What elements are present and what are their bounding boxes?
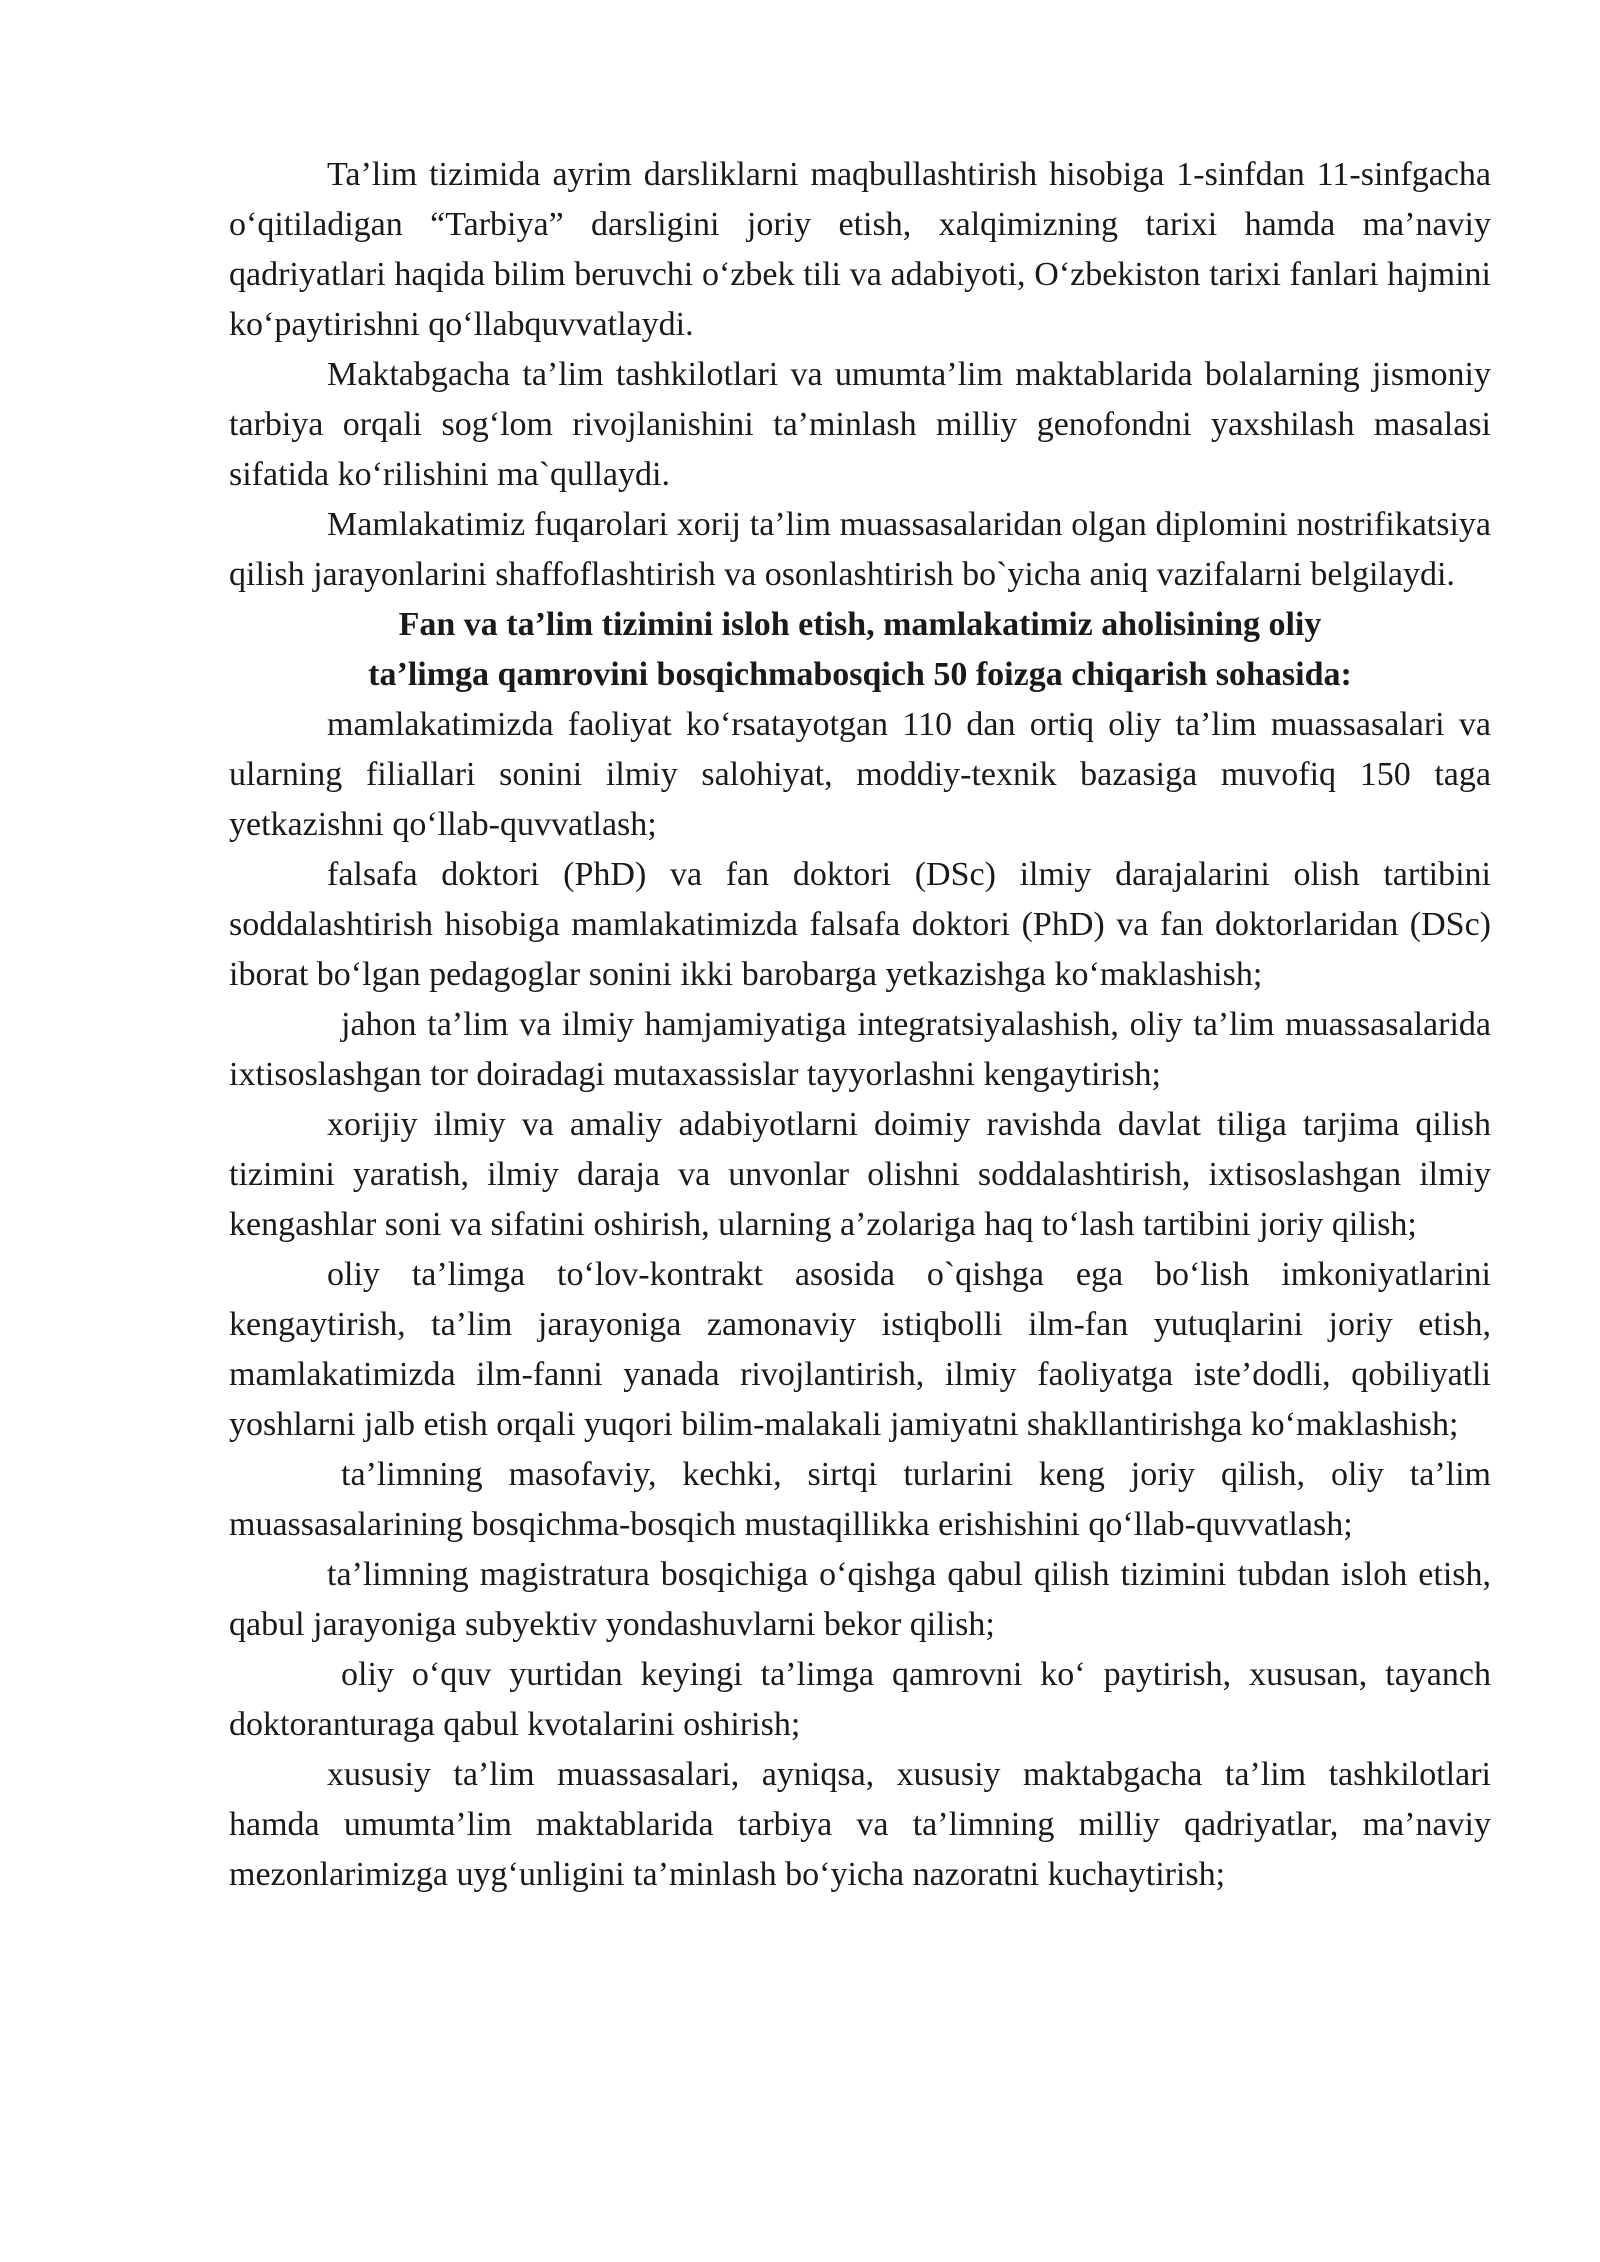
section-heading-line-1: Fan va ta’lim tizimini isloh etish, mamlakatimiz aholisining oliy (398, 606, 1322, 643)
section-heading (229, 600, 1491, 700)
list-paragraph: jahon ta’lim va ilmiy hamjamiyatiga integratsiyalashish, oliy ta’lim muassasalarida ixtisoslashgan tor doiradagi mutaxassislar tayyorlashni kengaytirish; (229, 1006, 1491, 1093)
list-paragraph: xorijiy ilmiy va amaliy adabiyotlarni doimiy ravishda davlat tiliga tarjima qilish tizimini yaratish, ilmiy daraja va unvonlar olishni soddalashtirish, ixtisoslashgan ilmiy kengashlar soni va sifatini oshirish, ularning a’zolariga haq to‘lash tartibini joriy qilish; (229, 1106, 1491, 1243)
list-paragraph: oliy ta’limga to‘lov-kontrakt asosida o`qishga ega bo‘lish imkoniyatlarini kengaytirish, ta’lim jarayoniga zamonaviy istiqbolli ilm-fan yutuqlarini joriy etish, mamlakatimizda ilm-fanni yanada rivojlantirish, ilmiy faoliyatga iste’dodli, qobiliyatli yoshlarni jalb etish orqali yuqori bilim-malakali jamiyatni shakllantirishga ko‘maklashish; (229, 1256, 1491, 1443)
section-heading-line-2: ta’limga qamrovini bosqichmabosqich 50 foizga chiqarish sohasida: (368, 656, 1352, 693)
list-paragraph: ta’limning magistratura bosqichiga o‘qishga qabul qilish tizimini tubdan isloh etish, qabul jarayoniga subyektiv yondashuvlarni bekor qilish; (229, 1556, 1491, 1643)
paragraph: Maktabgacha ta’lim tashkilotlari va umumta’lim maktablarida bolalarning jismoniy tarbiya orqali sog‘lom rivojlanishini ta’minlash milliy genofondni yaxshilash masalasi sifatida ko‘rilishini ma`qullaydi. (229, 356, 1491, 493)
list-paragraph: falsafa doktori (PhD) va fan doktori (DSc) ilmiy darajalarini olish tartibini soddalashtirish hisobiga mamlakatimizda falsafa doktori (PhD) va fan doktorlaridan (DSc) iborat bo‘lgan pedagoglar sonini ikki barobarga yetkazishga ko‘maklashish; (229, 856, 1491, 993)
list-paragraph: mamlakatimizda faoliyat ko‘rsatayotgan 110 dan ortiq oliy ta’lim muassasalari va ularning filiallari sonini ilmiy salohiyat, moddiy-texnik bazasiga muvofiq 150 taga yetkazishni qo‘llab-quvvatlash; (229, 706, 1491, 843)
list-paragraph: xususiy ta’lim muassasalari, ayniqsa, xususiy maktabgacha ta’lim tashkilotlari hamda umumta’lim maktablarida tarbiya va ta’limning milliy qadriyatlar, ma’naviy mezonlarimizga uyg‘unligini ta’minlash bo‘yicha nazoratni kuchaytirish; (229, 1756, 1491, 1893)
list-paragraph: ta’limning masofaviy, kechki, sirtqi turlarini keng joriy qilish, oliy ta’lim muassasalarining bosqichma-bosqich mustaqillikka erishishini qo‘llab-quvvatlash; (229, 1456, 1491, 1543)
list-paragraph: oliy o‘quv yurtidan keyingi ta’limga qamrovni ko‘ paytirish, xususan, tayanch doktoranturaga qabul kvotalarini oshirish; (229, 1656, 1491, 1743)
paragraph: Ta’lim tizimida ayrim darsliklarni maqbullashtirish hisobiga 1-sinfdan 11-sinfgacha o‘qitiladigan “Tarbiya” darsligini joriy etish, xalqimizning tarixi hamda ma’naviy qadriyatlari haqida bilim beruvchi o‘zbek tili va adabiyoti, O‘zbekiston tarixi fanlari hajmini ko‘paytirishni qo‘llabquvvatlaydi. (229, 156, 1491, 343)
document-page (229, 150, 1491, 1900)
paragraph: Mamlakatimiz fuqarolari xorij ta’lim muassasalaridan olgan diplomini nostrifikatsiya qilish jarayonlarini shaffoflashtirish va osonlashtirish bo`yicha aniq vazifalarni belgilaydi. (229, 506, 1491, 593)
